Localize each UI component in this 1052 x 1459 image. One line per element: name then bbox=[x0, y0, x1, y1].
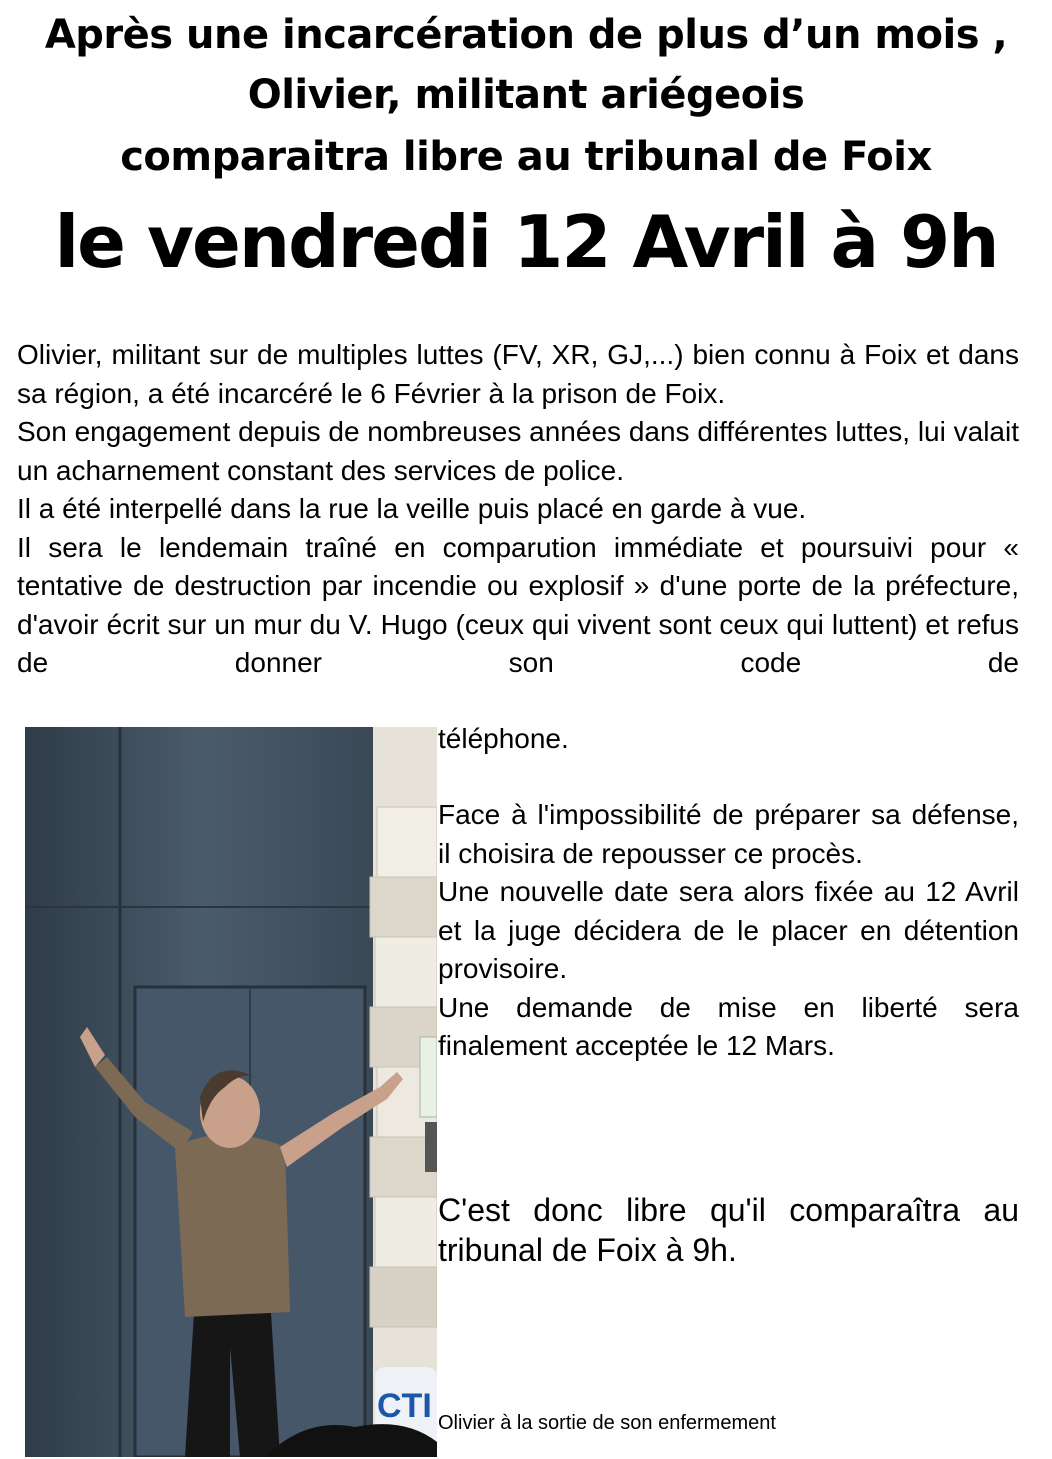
paragraph-arrest: Il a été interpellé dans la rue la veille puis placé en garde à vue. bbox=[17, 493, 807, 524]
headline-line-1: Après une incarcération de plus d’un mois , bbox=[44, 12, 1008, 58]
bag-text: CTI bbox=[377, 1387, 432, 1425]
paragraph-conclusion: C'est donc libre qu'il comparaîtra au tribunal de Foix à 9h. bbox=[438, 1192, 1019, 1268]
headline-date: le vendredi 12 Avril à 9h bbox=[54, 200, 998, 284]
article-body-side bbox=[438, 796, 1019, 1066]
photo-caption: Olivier à la sortie de son enfermement bbox=[438, 1412, 776, 1434]
photo-illustration bbox=[25, 727, 437, 1457]
paragraph-intro: Olivier, militant sur de multiples luttes (FV, XR, GJ,...) bien connu à Foix et dans sa région, a été incarcéré le 6 Février à la prison de Foix. bbox=[17, 339, 1019, 409]
paragraph-postponement: Face à l'impossibilité de préparer sa défense, il choisira de repousser ce procès. bbox=[438, 799, 1019, 869]
paragraph-engagement: Son engagement depuis de nombreuses années dans différentes luttes, lui valait un acharnement constant des services de police. bbox=[17, 416, 1019, 486]
headline-line-2: Olivier, militant ariégeois bbox=[247, 72, 805, 118]
paragraph-release: Une demande de mise en liberté sera finalement acceptée le 12 Mars. bbox=[438, 991, 1019, 1061]
article-body-top bbox=[17, 336, 1019, 683]
paragraph-charges: Il sera le lendemain traîné en comparution immédiate et poursuivi pour « tentative de destruction par incendie ou explosif » d'une porte de la préfecture, d'avoir écrit sur un mur du V. Hugo (ceux qui vivent sont ceux qui luttent) et refus de donner son code de bbox=[17, 531, 1019, 678]
charges-continuation: téléphone. bbox=[438, 723, 569, 754]
headline-line-3: comparaitra libre au tribunal de Foix bbox=[120, 134, 932, 180]
paragraph-new-date: Une nouvelle date sera alors fixée au 12 Avril et la juge décidera de le placer en détention provisoire. bbox=[438, 876, 1019, 984]
photo-olivier bbox=[25, 727, 437, 1457]
